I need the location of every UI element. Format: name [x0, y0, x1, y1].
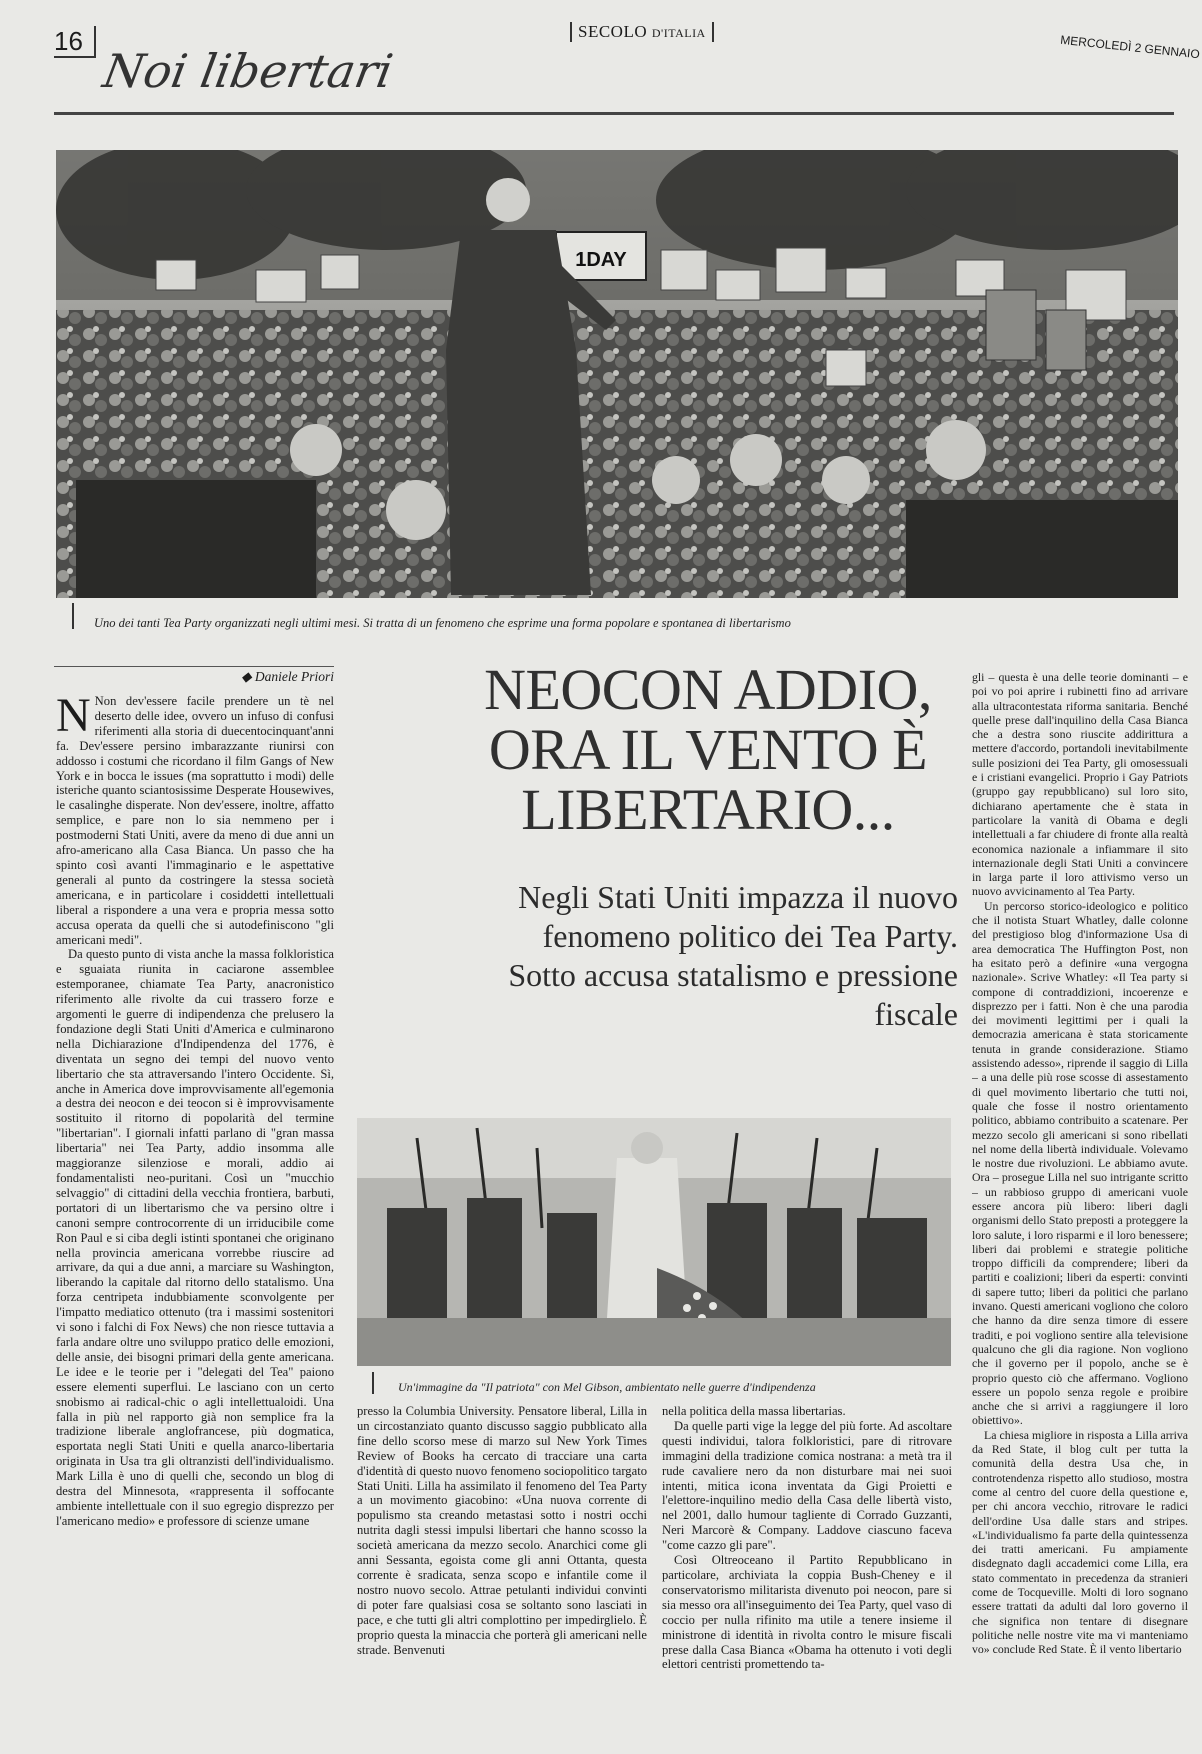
- rally-sign-text: 1DAY: [575, 249, 627, 271]
- page-number: 16: [54, 26, 96, 58]
- article-paragraph: Da questo punto di vista anche la massa folkloristica e sguaiata riunita in caciarone assemblee estemporanee, chiamate Tea Party, anacronistico riferimento alle rivolte da cui trassero forze e argomenti le guerre di indipendenza che preluserо la fondazione degli Stati Uniti d'America e culminarono nella Dichiarazione d'Indipendenza del 1776, è diventata un segno dei tempi del nuovo vento libertario che sta attraversando l'intero Occidente. Sì, anche in America dove improvvisamente all'egemonia a destra dei neocon e dei teocon si è improvvisamente sostituito il ritorno di popolarità del termine "libertarian". I giornali infatti parlano di "gran massa libertaria" nei Tea Party, addio insomma alle maggioranze silenziose e morali, addio ai fondamentalisti neo-puritani. Così un "mucchio selvaggio" di cittadini della vecchia frontiera, barbuti, portatori di un libertarismo che va persino oltre i canoni sempre controcorrente di un irriducibile come Ron Paul e si ciba degli istinti spontanei che originano nella provincia americana vorrebbe riuscire ad arrivare, da qui a due anni, a marciare su Washington, liberando la capitale dal ritorno dello statalismo. Una forza centripeta indubbiamente sconvolgente per l'impatto mediatico ottenuto (tra i massimi sostenitori vi sono i falchi di Fox News) che non riesce tuttavia a farla andare oltre uno sviluppo pratico delle emozioni, delle ansie, dei bisogni primari della gente americana. Le idee e le teorie per i "delegati del Tea" paiono essere elementi superflui. Le lasciano con un certo snobismo ai radical-chic o agli intellettualoidi. Una falla in più nel rapporto già non semplice fra la tradizione liberale anglofrancese, più dogmatica, esportata negli Stati Uniti e quella anarco-libertaria originata in Usa tra gli oltranzisti dell'individualismo. Mark Lilla è uno di quelli che, secondo un blog di destra del Minnesota, «rappresenta il soffocante ambiente intellettuale con il suo egregio disprezzo per l'americano medio» e professore di scienze umane: [56, 947, 334, 1528]
- battle-scene-image: [357, 1118, 951, 1366]
- newspaper-name: SECOLO: [578, 22, 648, 41]
- article-column-4: [972, 670, 1188, 1748]
- lead-paragraph-text: Non dev'essere facile prendere un tè nel deserto delle idee, ovvero un infuso di confusi riferimenti alla storia di duecentocinquant'anni fa. Dev'essere persino imbarazzante riunirsi con addosso i costumi che ricordano il film Gangs of New York e in bocca le issues (ma soprattutto i modi) delle isteriche quanto sciantosissime Desperate Housewives, le casalinghe disperate. Non dev'essere, inoltre, affatto semplice, e pare non lo sia nemmeno per i postmoderni Stati Uniti, avere da meno di due anni un afro-americano alla Casa Bianca. Un passo che ha spinto così avanti l'immaginario e le aspettative generali al punto da costringere la stessa società americana, e in particolare i cosiddetti intellettuali liberal a rispondere a una vera e propria messa sotto accusa operata da quelli che si autodefiniscono "gli americani medi".: [56, 694, 334, 947]
- article-paragraph: nella politica della massa libertarias.: [662, 1404, 846, 1418]
- section-title: Noi libertari: [99, 44, 397, 98]
- article-paragraph: [56, 694, 334, 947]
- article-paragraph: Un percorso storico-ideologico e politico che il notista Stuart Whatley, dalle colonne del prestigioso blog d'informazione Usa di area democratica The Huffington Post, non ha esitato però a definire «una vergogna nazionale». Scrive Whatley: «Il Tea party si compone di contraddizioni, incoerenze e disprezzo per i fatti. Non è che una parodia dei movimenti legittimi per i quali la democrazia americana è stata storicamente tenuta in grande considerazione. Stiamo assistendo adesso», riprende il saggio di Lilla – a una delle più rose scosse di assestamento di quel movimento libertario che tutti noi, quale che fosse il nostro orientamento politico, abbiamo contribuito a scatenare. Per mezzo secolo gli americani si sono ribellati nel nome della libertà individuale. Volevamo le nostre due rivoluzioni. Le abbiamo avute. Ora – prosegue Lilla nel suo intrigante scritto – un rabbioso gruppo di americani vuole essere ancora più libero: liberi dagli organismi dello Stato preposti a proteggere la loro salute, i loro risparmi e il loro benessere; liberi dai problemi e strategie politiche troppo difficili da comprendere; liberi da partiti e coalizioni; liberi da esperti: convinti di sapere tutto; liberi da politici che parlano invano. Questi americani vogliono che coloro che hanno da dire senza timore di essere traditi, e poi vogliono sentire alla televisione qualcuno che gli dia ragione. Non vogliono che il governo per il popolo, anche se è proprio questo ciò che affermano. Vogliono essere un popolo senza regole e proibire anche che si arrivi a raggiungere il loro obiettivo».: [972, 898, 1188, 1428]
- bottom-photo-caption-bar: [372, 1372, 374, 1394]
- article-paragraph: La chiesa migliore in risposta a Lilla arriva da Red State, il blog cult per tutta la comunità della destra Usa che, in controtendenza rispetto allo studioso, mostra come al centro del cuore della questione e, per chi ancora vecchio, ritrovare le radici dell'ordine Usa dalle stars and stripes. «L'individualismo fa parte della quintessenza dei tratti americani. Fu ampiamente disdegnato dagli accademici come Lilla, era stato commentato in precedenza da stranieri come de Tocqueville. Molti di loro sognano essere trattati da adulti dal loro governo il che significa non tentare di disegnare politiche nelle nostre vite ma vi manteniamo vo» conclude Red State. È il vento libertario: [972, 1427, 1188, 1657]
- byline: ◆ Daniele Priori: [54, 666, 334, 685]
- article-paragraph: Così Oltreoceano il Partito Repubblicano in particolare, archiviata la coppia Bush-Cheney e il conservatorismo militarista divenuto poi neocon, pare si sia messo ora all'inseguimento dei Tea Party, quel vaso di coccio per nulla rifinito ma utile a tenere insieme il ministrone di identità in rivolta contro le misure fiscali prese dalla Casa Bianca «Obama ha ottenuto i voti degli elettori centristi promettendo ta-: [662, 1553, 952, 1672]
- top-photo-caption-bar: [72, 603, 74, 629]
- subheadline: Negli Stati Uniti impazza il nuovo fenomeno politico dei Tea Party. Sotto accusa statalismo e pressione fiscale: [508, 879, 958, 1032]
- newspaper-suffix: D'ITALIA: [651, 26, 706, 40]
- bottom-photo-caption: Un'immagine da "Il patriota" con Mel Gibson, ambientato nelle guerre d'indipendenza: [398, 1380, 816, 1394]
- article-paragraph: presso la Columbia University. Pensatore liberal, Lilla in un circostanziato quanto discusso saggio pubblicato alla fine dello scorso mese di marzo sul New York Times Review of Books ha cercato di tracciare una carta d'identità di questo nuovo fenomeno sociopolitico targato Stati Uniti. Lilla ha assimilato il fenomeno del Tea Party a un movimento giacobino: «Una nuova corrente di populismo sta creando metastasi sotto i nostri occhi nutrita dagli stessi impulsi libertari che hanno scosso la società americana da mezzo secolo. Anarchici come gli anni Sessanta, egoista come gli anni Ottanta, questa corrente è sradicata, senza scopo e infantile come il nostro nuovo secolo. Attrae petulanti individui convinti di poter fare qualsiasi cosa se soltanto sono lasciati in pace, e che tutti gli altri complottino per impedirglielo. È proprio questa la minaccia che porterà gli americani nelle strade. Benvenuti: [357, 1404, 647, 1657]
- article-column-2: [357, 1404, 647, 1746]
- byline-author: Daniele Priori: [254, 669, 334, 684]
- crowd-rally-image: [56, 150, 1178, 598]
- article-paragraph: Da quelle parti vige la legge del più forte. Ad ascoltare questi individui, talora folkloristici, pare di ritrovare immagini della tradizione comica nostrana: a metà tra il rude cavaliere nero da non disturbare mai nei suoi intenti, mitica icona inventata da Gigi Proietti e l'elettore-inquilino medio della Casa delle libertà visto, nel 2001, dallo humour tagliente di Corrado Guzzanti, Neri Marcorè & Company. Laddove ciascuno faceva "come cazzo gli pare".: [662, 1418, 952, 1553]
- top-photo-caption: Uno dei tanti Tea Party organizzati negli ultimi mesi. Si tratta di un fenomeno che esprime una forma popolare e spontanea di libertarismo: [94, 616, 791, 630]
- bottom-photo: [357, 1118, 951, 1366]
- headline: NEOCON ADDIO, ORA IL VENTO È LIBERTARIO...: [484, 657, 932, 842]
- article-column-3: [662, 1404, 952, 1746]
- top-photo: [56, 150, 1178, 598]
- newspaper-masthead: [570, 22, 714, 42]
- article-column-1: [56, 694, 334, 1742]
- drop-cap: N: [56, 694, 91, 742]
- article-paragraph: gli – questa è una delle teorie dominanti – e poi vo poi aprire i rubinetti fino ad arrivare alla ultracontestata riforma sanitaria. Benché quelle prese dall'inquilino della Casa Bianca che a destra sono riuscite addirittura a mettere d'accordo, portandoli inevitabilmente sulle posizioni dei Tea Party, gli omosessuali e i cristiani evangelici. Proprio i Gay Patriots (gruppo gay repubblicano) sul loro sito, dichiarano apertamente che è stata in particolare la vanità di Obama e degli intellettuali a far chiudere di fronte alla realtà economica nazionale a infiammare il sito internazionale degli Stati Uniti a convincere in larga parte il loro attivismo verso un nuovo avvicinamento al Tea Party.: [972, 670, 1188, 899]
- header-rule: [54, 112, 1174, 115]
- dateline: MERCOLEDÌ 2 GENNAIO: [1059, 32, 1201, 62]
